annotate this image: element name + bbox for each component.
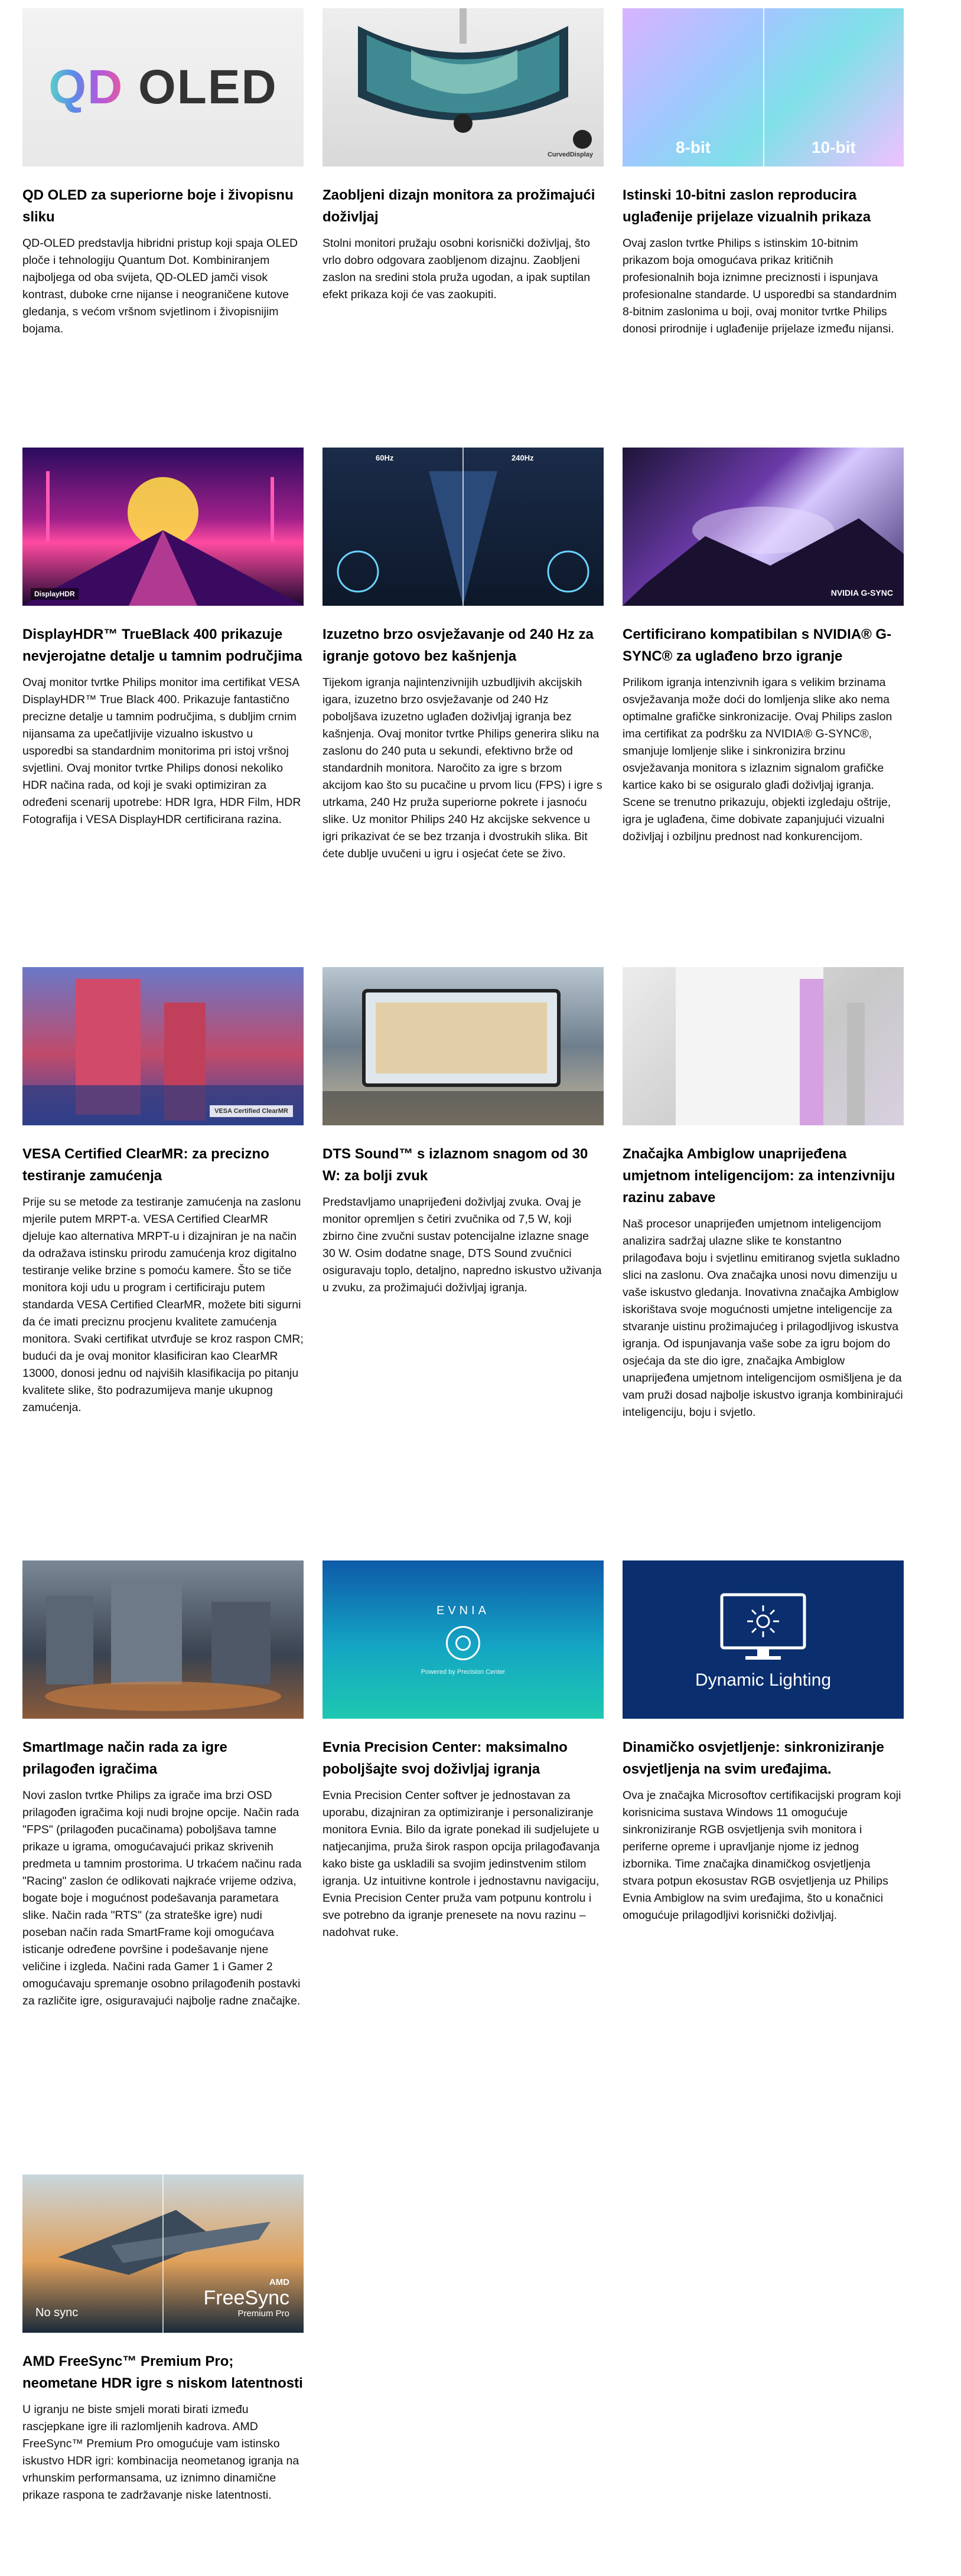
amd-freesync-logo: [204, 2277, 290, 2319]
feature-description: Tijekom igranja najintenzivnijih uzbudljivih akcijskih igara, izuzetno brzo osvježavanje od 240 Hz poboljšava izuzetno uglađen doživljaj igranja bez kašnjenja. Ovaj monitor tvrtke Philips generira sliku na zaslonu do 240 puta u sekundi, efektivno brže od standardnih monitora. Naročito za igre s brzom akcijom kao što su pucačine u prvom licu (FPS) i igre s utrkama, 240 Hz pruža superiorne pokrete i jasnoću slike. Uz monitor Philips 240 Hz akcijske sekvence u igri prikazivat će se bez trzanja i dvostrukih slika. Bit ćete dublje uvučeni u igru i osjećat ćete se živo.: [322, 676, 602, 860]
240hz-label: 240Hz: [512, 453, 534, 462]
feature-description: QD-OLED predstavlja hibridni pristup koji spaja OLED ploče i tehnologiju Quantum Dot. Kombiniranjem najboljega od oba svijeta, QD-OLED jamči visok kontrast, duboke crne nijanse i neograničene kutove gledanja, s većom vršnom svjetlinom i živopisnijim bojama.: [22, 237, 298, 335]
feature-title: SmartImage način rada za igre prilagođen igračima: [22, 1739, 227, 1777]
feature-card-clearmr: [22, 967, 304, 1560]
8bit-label: 8-bit: [676, 138, 711, 156]
feature-title: Zaobljeni dizajn monitora za prožimajući doživljaj: [322, 187, 595, 225]
feature-description: Prije su se metode za testiranje zamućenja na zaslonu mjerile putem MRPT-a. VESA Certified ClearMR djeluje kao alternativa MRPT-u i dizajniran je na način da odražava istinsku prirodu zamućenja kroz digitalno testiranje velike brzine s pomoću kamere. Što se tiče monitora koji udu u program i certificiraju putem standarda VESA Certified ClearMR, možete biti sigurni da će imati preciznu procjenu kvalitete zamućenja monitora. Svaki certifikat utvrđuje se kroz raspon CMR; budući da je ovaj monitor klasificiran kao ClearMR 13000, donosi jednu od najviših klasifikacija po pitanju kvalitete slike, što podrazumijeva manje ukupnog zamućenja.: [22, 1196, 304, 1414]
10bit-label: 10-bit: [812, 138, 856, 156]
feature-title: Evnia Precision Center: maksimalno poboljšajte svoj doživljaj igranja: [322, 1739, 568, 1777]
feature-title: Certificirano kompatibilan s NVIDIA® G-SYNC® za uglađeno brzo igranje: [623, 626, 892, 664]
feature-description: Ovaj zaslon tvrtke Philips s istinskim 10-bitnim prikazom boja omogućava prikaz kritičnih profesionalnih boja iznimne preciznosti i ispunjava profesionalne standarde. U usporedbi sa standardnim 8-bitnim zaslonima u boji, ovaj monitor tvrtke Philips donosi prirodnije i uglađenije prijelaze između nijansi.: [623, 237, 897, 335]
curved-monitor-image: [322, 8, 604, 166]
qd-oled-image: [22, 8, 304, 166]
ambiglow-illustration: [623, 967, 904, 1125]
feature-description: Ovaj monitor tvrtke Philips monitor ima certifikat VESA DisplayHDR™ True Black 400. Prikazuje fantastično precizne detalje u tamnim područjima, s dubljim crnim nijansama za upečatljivije vizualno iskustvo u usporedbi sa standardnim monitorima pri istoj vršnoj svjetlini. Ovaj monitor tvrtke Philips donosi nekoliko HDR načina rada, od koji je svaki optimiziran za određeni scenarij upotrebe: HDR Igra, HDR Film, HDR Fotografija i VESA DisplayHDR certificirana razina.: [22, 676, 301, 826]
clearmr-illustration: [22, 967, 304, 1125]
gsync-image: [623, 448, 904, 606]
240hz-image: [322, 448, 604, 606]
curved-display-badge: CurvedDisplay: [547, 151, 593, 158]
feature-card-ambiglow: [623, 967, 904, 1560]
feature-card-evnia-precision-center: [322, 1560, 604, 2175]
hdr-image: [22, 448, 304, 606]
feature-title: DTS Sound™ s izlaznom snagom od 30 W: za bolji zvuk: [322, 1146, 588, 1184]
freesync-image: [22, 2175, 304, 2333]
evnia-precision-center-image: [322, 1560, 604, 1719]
feature-description: Predstavljamo unaprijeđeni doživljaj zvuka. Ovaj je monitor opremljen s četiri zvučnika od 7,5 W, koji zbirno čine zvučni sustav potencijalne izlazne snage 30 W. Osim dodatne snage, DTS Sound zvučnici osiguravaju toplo, detaljno, napredno iskustvo uživanja u zvuku, za prožimajući doživljaj igranja.: [322, 1196, 602, 1294]
feature-card-freesync: [22, 2175, 304, 2576]
evnia-logo-icon: [446, 1626, 480, 1660]
no-sync-label: No sync: [35, 2306, 79, 2319]
feature-card-qd-oled: [22, 8, 304, 448]
feature-description: Prilikom igranja intenzivnih igara s velikim brzinama osvježavanja može doći do lomljenja slike ako nema optimalne grafičke sinkronizacije. Ovaj Philips zaslon ima certifikat za podršku za NVIDIA® G-SYNC®, smanjuje lomljenje slike i sinkronizira brzinu osvježavanja monitora s izlaznim signalom grafičke kartice kako bi se osiguralo glađi doživljaj igranja. Scene se trenutno prikazuju, objekti izgledaju oštrije, igra je uglađena, čime dobivate zapanjujući vizualni doživljaj i ozbiljnu prednost nad konkurencijom.: [623, 676, 892, 843]
feature-description: Stolni monitori pružaju osobni korisnički doživljaj, što vrlo dobro odgovara zaobljenom dizajnu. Zaobljeni zaslon na sredini stola pruža ugodan, a ipak suptilan efekt prikaza koji će vas zaokupiti.: [322, 237, 591, 301]
feature-title: Istinski 10-bitni zaslon reproducira uglađenije prijelaze vizualnih prikaza: [623, 187, 871, 225]
10bit-comparison-image: [623, 8, 904, 166]
feature-title: DisplayHDR™ TrueBlack 400 prikazuje nevjerojatne detalje u tamnim područjima: [22, 626, 302, 664]
dts-illustration: [322, 967, 604, 1125]
60hz-label: 60Hz: [376, 453, 394, 462]
feature-description: Naš procesor unaprijeđen umjetnom inteligencijom analizira sadržaj ulazne slike te konstantno prilagođava boju i svjetlinu emitiranog svjetla sukladno slici na zaslonu. Ova značajka unosi novu dimenziju u vaše iskustvo gledanja. Inovativna značajka Ambiglow iskorištava svoje mogućnosti umjetne inteligencije za stvaranje uistinu prožimajućeg i prilagodljivog iskustva igranja. Od ispunjavanja vaše sobe za igru bojom do osjećaja da ste dio igre, značajka Ambiglow unaprijeđena umjetnom inteligencijom osmišljena je da vam pruži dosad najbolje iskustvo igranja kombinirajući inteligenciju, boju i svjetlo.: [623, 1217, 903, 1419]
feature-card-240hz: [322, 448, 604, 967]
ambiglow-image: [623, 967, 904, 1125]
gsync-badge: NVIDIA G-SYNC: [830, 588, 893, 598]
feature-description: Novi zaslon tvrtke Philips za igrače ima brzi OSD prilagođen igračima koji nudi brojne opcije. Način rada "FPS" (prilagođen pucačinama) poboljšava tamne prikaze u igrama, omogućavajući prikaz skrivenih predmeta u tamnim prostorima. U trkaćem načinu rada "Racing" zaslon će odlikovati najkraće vrijeme odziva, bogate boje i mogućnost podešavanja parametara slike. Način rada "RTS" (za strateške igre) nudi poseban način rada SmartFrame koji omogućava isticanje određene površine i podešavanje njene veličine i izgleda. Načini rada Gamer 1 i Gamer 2 omogućavaju spremanje osobno prilagođenih postavki za različite igre, osiguravajući najbolje radne značajke.: [22, 1789, 302, 2007]
smartimage-illustration: [22, 1560, 304, 1719]
clearmr-image: [22, 967, 304, 1125]
curved-monitor-illustration: [322, 8, 604, 166]
evnia-powered-by: Powered by Precision Center: [421, 1668, 506, 1676]
feature-title: Značajka Ambiglow unaprijeđena umjetnom inteligencijom: za intenzivniju razinu zabave: [623, 1146, 895, 1206]
smartimage-image: [22, 1560, 304, 1719]
feature-title: VESA Certified ClearMR: za precizno testiranje zamućenja: [22, 1146, 269, 1184]
freesync-label: FreeSync: [203, 2287, 289, 2309]
feature-title: QD OLED za superiorne boje i živopisnu sliku: [22, 187, 294, 225]
feature-card-10bit: [623, 8, 904, 448]
feature-card-dts: [322, 967, 604, 1560]
240hz-illustration: [322, 448, 604, 606]
feature-description: Ova je značajka Microsoftov certifikacijski program koji korisnicima sustava Windows 11 omogućuje sinkroniziranje RGB osvjetljenja svih monitora i periferne opreme i upravljanje njome iz jednog izbornika. Time značajka dinamičkog osvjetljenja stvara potpun ekosustav RGB osvjetljenja uz Philips Evnia Ambiglow na svim uređajima, što u konačnici omogućuje prilagodljivi korisnički doživljaj.: [623, 1789, 901, 1922]
feature-description: Evnia Precision Center softver je jednostavan za uporabu, dizajniran za optimiziranje i personaliziranje monitora Evnia. Bilo da igrate ponekad ili sudjelujete u natjecanjima, pruža širok raspon opcija prilagođavanja kako biste ga uskladili sa svojim jedinstvenim stilom igranja. Uz intuitivne kontrole i jednostavnu navigaciju, Evnia Precision Center pruža vam potpunu kontrolu i sve potrebno da igranje prenesete na novu razinu – nadohvat ruke.: [322, 1789, 600, 1939]
feature-title: Dinamičko osvjetljenje: sinkroniziranje osvjetljenja na svim uređajima.: [623, 1739, 884, 1777]
hdr-illustration: [22, 448, 304, 606]
feature-card-hdr: [22, 448, 304, 967]
feature-title: Izuzetno brzo osvježavanje od 240 Hz za igranje gotovo bez kašnjenja: [322, 626, 594, 664]
displayhdr-badge: DisplayHDR: [31, 588, 79, 600]
clearmr-badge: VESA Certified ClearMR: [210, 1105, 293, 1117]
feature-title: AMD FreeSync™ Premium Pro; neometane HDR igre s niskom latentnosti: [22, 2353, 303, 2391]
feature-description: U igranju ne biste smjeli morati birati između rascjepkane igre ili razlomljenih kadrova. AMD FreeSync™ Premium Pro omogućuje vam istinsko iskustvo HDR igri: kombinacija neometanog igranja na vrhunskim performansama, uz iznimno dinamične prikaze raspona te zadržavanje niske latentnosti.: [22, 2403, 299, 2502]
feature-card-gsync: [623, 448, 904, 967]
qd-oled-logo: QD OLED: [48, 60, 278, 114]
feature-card-curved: [322, 8, 604, 448]
evnia-wordmark: EVNIA: [436, 1604, 490, 1617]
monitor-light-icon: [710, 1589, 816, 1666]
dynamic-lighting-caption: Dynamic Lighting: [695, 1670, 832, 1690]
premium-pro-label: Premium Pro: [237, 2309, 289, 2319]
dynamic-lighting-image: [623, 1560, 904, 1719]
feature-card-smartimage: [22, 1560, 304, 2175]
dts-sound-image: [322, 967, 604, 1125]
feature-card-dynamic-lighting: [623, 1560, 904, 2175]
gsync-illustration: [623, 448, 904, 606]
split-divider: [763, 8, 764, 166]
amd-label: AMD: [269, 2277, 289, 2287]
